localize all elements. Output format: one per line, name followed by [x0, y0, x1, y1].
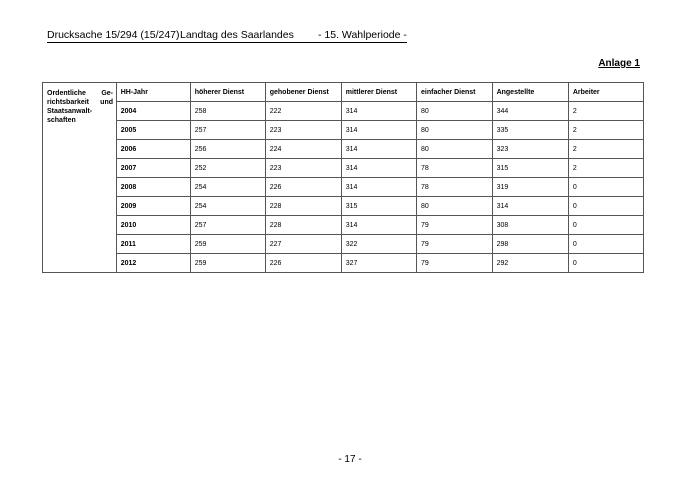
- table-row: [43, 197, 644, 216]
- table-row: [43, 235, 644, 254]
- column-header: höherer Dienst: [190, 83, 265, 102]
- year-cell: 2007: [116, 159, 190, 178]
- table-cell: 0: [568, 216, 643, 235]
- table-cell: 298: [492, 235, 568, 254]
- table-cell: 259: [190, 235, 265, 254]
- table-cell: 319: [492, 178, 568, 197]
- table-cell: 2: [568, 102, 643, 121]
- table-cell: 327: [341, 254, 416, 273]
- table-cell: 0: [568, 254, 643, 273]
- year-cell: 2005: [116, 121, 190, 140]
- table-cell: 223: [265, 159, 341, 178]
- table-row: [43, 254, 644, 273]
- table-cell: 257: [190, 216, 265, 235]
- year-cell: 2011: [116, 235, 190, 254]
- document-header: [47, 28, 407, 43]
- row-group-label: [43, 83, 117, 273]
- column-header: Angestellte: [492, 83, 568, 102]
- table-cell: 0: [568, 235, 643, 254]
- table-row: [43, 178, 644, 197]
- table-cell: 2: [568, 159, 643, 178]
- table-header-row: [43, 83, 644, 102]
- table-body: [43, 83, 644, 273]
- table-cell: 0: [568, 197, 643, 216]
- table-cell: 78: [417, 159, 493, 178]
- document-number: Drucksache 15/294 (15/247): [47, 29, 180, 41]
- column-header: gehobener Dienst: [265, 83, 341, 102]
- table-cell: 2: [568, 140, 643, 159]
- staff-table: [42, 82, 644, 273]
- table-cell: 226: [265, 178, 341, 197]
- table-cell: 314: [341, 140, 416, 159]
- table-cell: 2: [568, 121, 643, 140]
- table-cell: 0: [568, 178, 643, 197]
- table-row: [43, 216, 644, 235]
- table-cell: 323: [492, 140, 568, 159]
- table-cell: 322: [341, 235, 416, 254]
- table-cell: 314: [341, 102, 416, 121]
- table-cell: 222: [265, 102, 341, 121]
- table-cell: 314: [341, 178, 416, 197]
- row-group-label-text: Ordentliche Ge-richtsbarkeit und Staatsanwalt-schaften: [47, 90, 113, 124]
- annex-label: Anlage 1: [598, 58, 640, 69]
- table-cell: 252: [190, 159, 265, 178]
- table-cell: 315: [341, 197, 416, 216]
- table-cell: 314: [341, 159, 416, 178]
- table-cell: 228: [265, 216, 341, 235]
- parliament-name: Landtag des Saarlandes: [180, 28, 318, 43]
- year-cell: 2004: [116, 102, 190, 121]
- table-cell: 80: [417, 197, 493, 216]
- year-cell: 2006: [116, 140, 190, 159]
- table-cell: 308: [492, 216, 568, 235]
- table-row: [43, 102, 644, 121]
- table-row: [43, 121, 644, 140]
- table-cell: 292: [492, 254, 568, 273]
- table-cell: 314: [341, 121, 416, 140]
- table-cell: 258: [190, 102, 265, 121]
- table-cell: 80: [417, 121, 493, 140]
- table-cell: 223: [265, 121, 341, 140]
- table-cell: 259: [190, 254, 265, 273]
- year-cell: 2012: [116, 254, 190, 273]
- table-cell: 314: [341, 216, 416, 235]
- table-row: [43, 140, 644, 159]
- table-cell: 227: [265, 235, 341, 254]
- table-cell: 79: [417, 254, 493, 273]
- table-cell: 315: [492, 159, 568, 178]
- table-cell: 257: [190, 121, 265, 140]
- year-cell: 2010: [116, 216, 190, 235]
- table-cell: 80: [417, 140, 493, 159]
- table-cell: 78: [417, 178, 493, 197]
- column-header: HH-Jahr: [116, 83, 190, 102]
- table-cell: 314: [492, 197, 568, 216]
- year-cell: 2008: [116, 178, 190, 197]
- table-cell: 80: [417, 102, 493, 121]
- page-number: - 17 -: [338, 454, 362, 465]
- table-cell: 254: [190, 197, 265, 216]
- table-cell: 256: [190, 140, 265, 159]
- legislative-period: - 15. Wahlperiode -: [318, 29, 407, 41]
- column-header: einfacher Dienst: [417, 83, 493, 102]
- table-cell: 254: [190, 178, 265, 197]
- table-row: [43, 159, 644, 178]
- table-cell: 224: [265, 140, 341, 159]
- table-cell: 79: [417, 235, 493, 254]
- table-cell: 335: [492, 121, 568, 140]
- column-header: mittlerer Dienst: [341, 83, 416, 102]
- table-cell: 344: [492, 102, 568, 121]
- table-cell: 79: [417, 216, 493, 235]
- table-cell: 226: [265, 254, 341, 273]
- year-cell: 2009: [116, 197, 190, 216]
- column-header: Arbeiter: [568, 83, 643, 102]
- table-cell: 228: [265, 197, 341, 216]
